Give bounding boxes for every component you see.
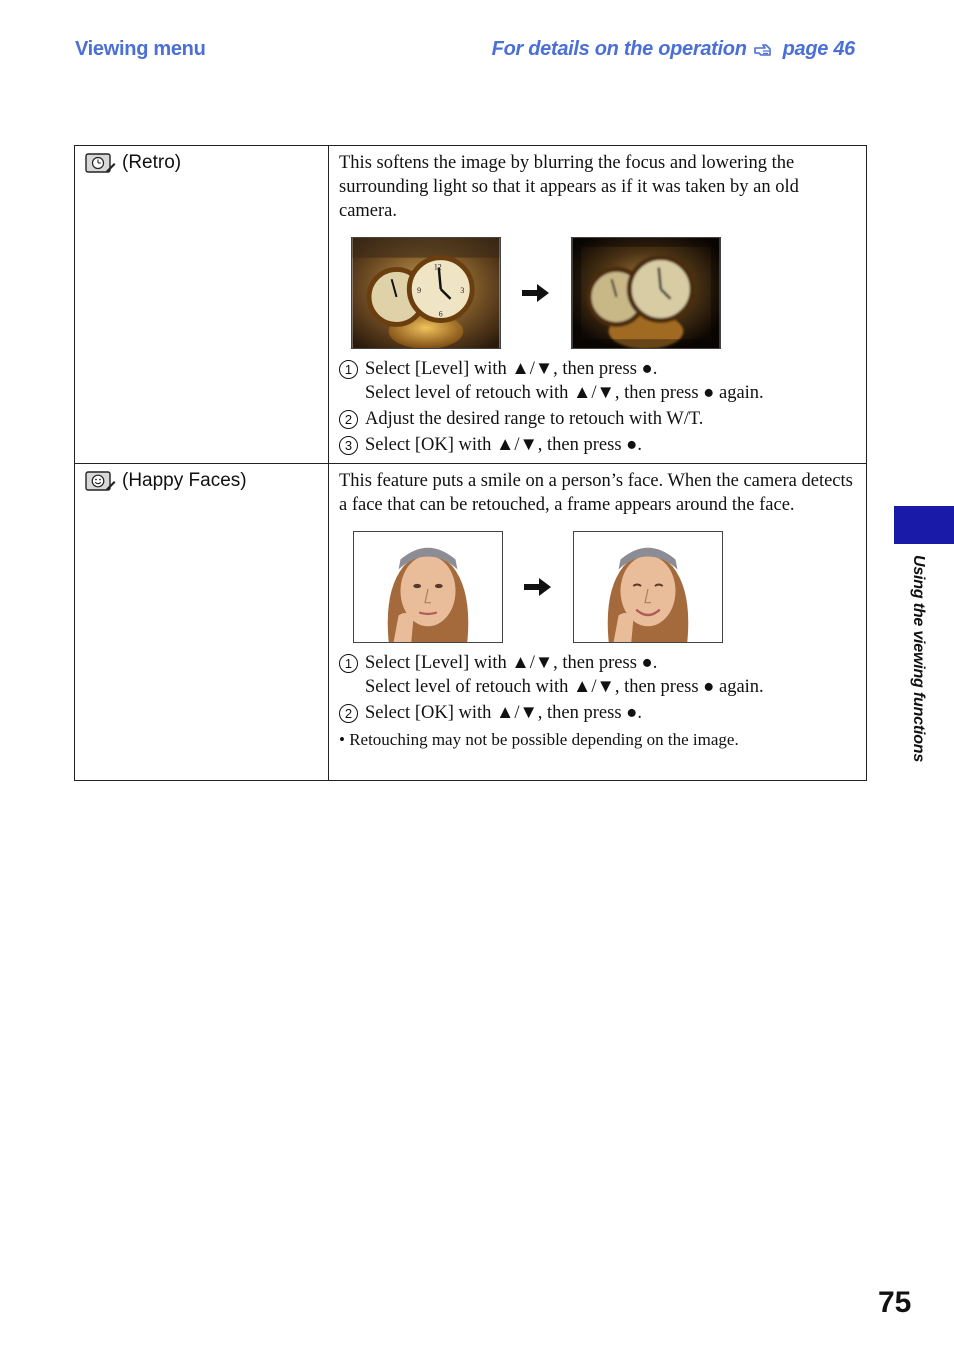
details-reference <box>492 38 855 61</box>
step-item <box>339 701 854 725</box>
step-number: 1 <box>339 360 358 379</box>
step-number: 2 <box>339 704 358 723</box>
chapter-tab-label: Using the viewing functions <box>910 555 927 763</box>
step-number: 2 <box>339 410 358 429</box>
step-item <box>339 357 854 381</box>
step-text: Select [OK] with ▲/▼, then press ●. <box>365 703 642 723</box>
details-prefix: For details on the operation <box>491 38 747 60</box>
face-photo-before <box>353 531 503 643</box>
option-name-cell <box>75 464 329 781</box>
menu-options-table <box>74 145 867 781</box>
step-text: Select [Level] with ▲/▼, then press ●. <box>365 359 658 379</box>
svg-text:6: 6 <box>438 309 443 319</box>
step-text: Select [Level] with ▲/▼, then press ●. <box>365 653 658 673</box>
step-item <box>339 407 854 431</box>
page-number: 75 <box>878 1286 912 1319</box>
table-row-retro <box>75 146 867 464</box>
option-description-cell <box>329 146 867 464</box>
svg-text:3: 3 <box>460 286 465 295</box>
step-text: Adjust the desired range to retouch with W/T. <box>365 409 704 429</box>
option-description: This softens the image by blurring the focus and lowering the surrounding light so that it appears as if it was taken by an old camera. <box>339 153 799 221</box>
step-subtext: Select level of retouch with ▲/▼, then press ● again. <box>365 677 764 697</box>
retouch-note: • Retouching may not be possible depending on the image. <box>339 730 739 749</box>
option-name-cell <box>75 146 329 464</box>
smile-face-icon <box>85 471 116 492</box>
before-after-images <box>351 237 854 349</box>
face-photo-after <box>573 531 723 643</box>
step-item <box>339 433 854 457</box>
steps-list <box>339 651 854 751</box>
steps-list <box>339 357 854 457</box>
step-subtext: Select level of retouch with ▲/▼, then press ● again. <box>365 383 764 403</box>
option-description-cell <box>329 464 867 781</box>
right-arrow-icon <box>501 281 571 305</box>
table-row-happy-faces <box>75 464 867 781</box>
retro-clock-icon <box>85 153 116 174</box>
before-after-images <box>353 531 854 643</box>
step-number: 1 <box>339 654 358 673</box>
option-name-retro: (Retro) <box>122 152 182 173</box>
pointing-hand-icon <box>753 41 777 59</box>
step-item <box>339 651 854 675</box>
step-text: Select [OK] with ▲/▼, then press ●. <box>365 435 642 455</box>
option-name-happy-faces: (Happy Faces) <box>122 470 247 491</box>
details-page-link[interactable]: page 46 <box>782 38 855 60</box>
svg-text:12: 12 <box>433 262 442 272</box>
section-title: Viewing menu <box>75 38 206 60</box>
clock-photo-before <box>351 237 501 349</box>
option-description: This feature puts a smile on a person’s face. When the camera detects a face that can be retouched, a frame appears around the face. <box>339 471 853 515</box>
step-number: 3 <box>339 436 358 455</box>
right-arrow-icon <box>503 575 573 599</box>
chapter-tab-marker <box>894 506 954 544</box>
clock-photo-after <box>571 237 721 349</box>
svg-text:9: 9 <box>417 286 422 295</box>
